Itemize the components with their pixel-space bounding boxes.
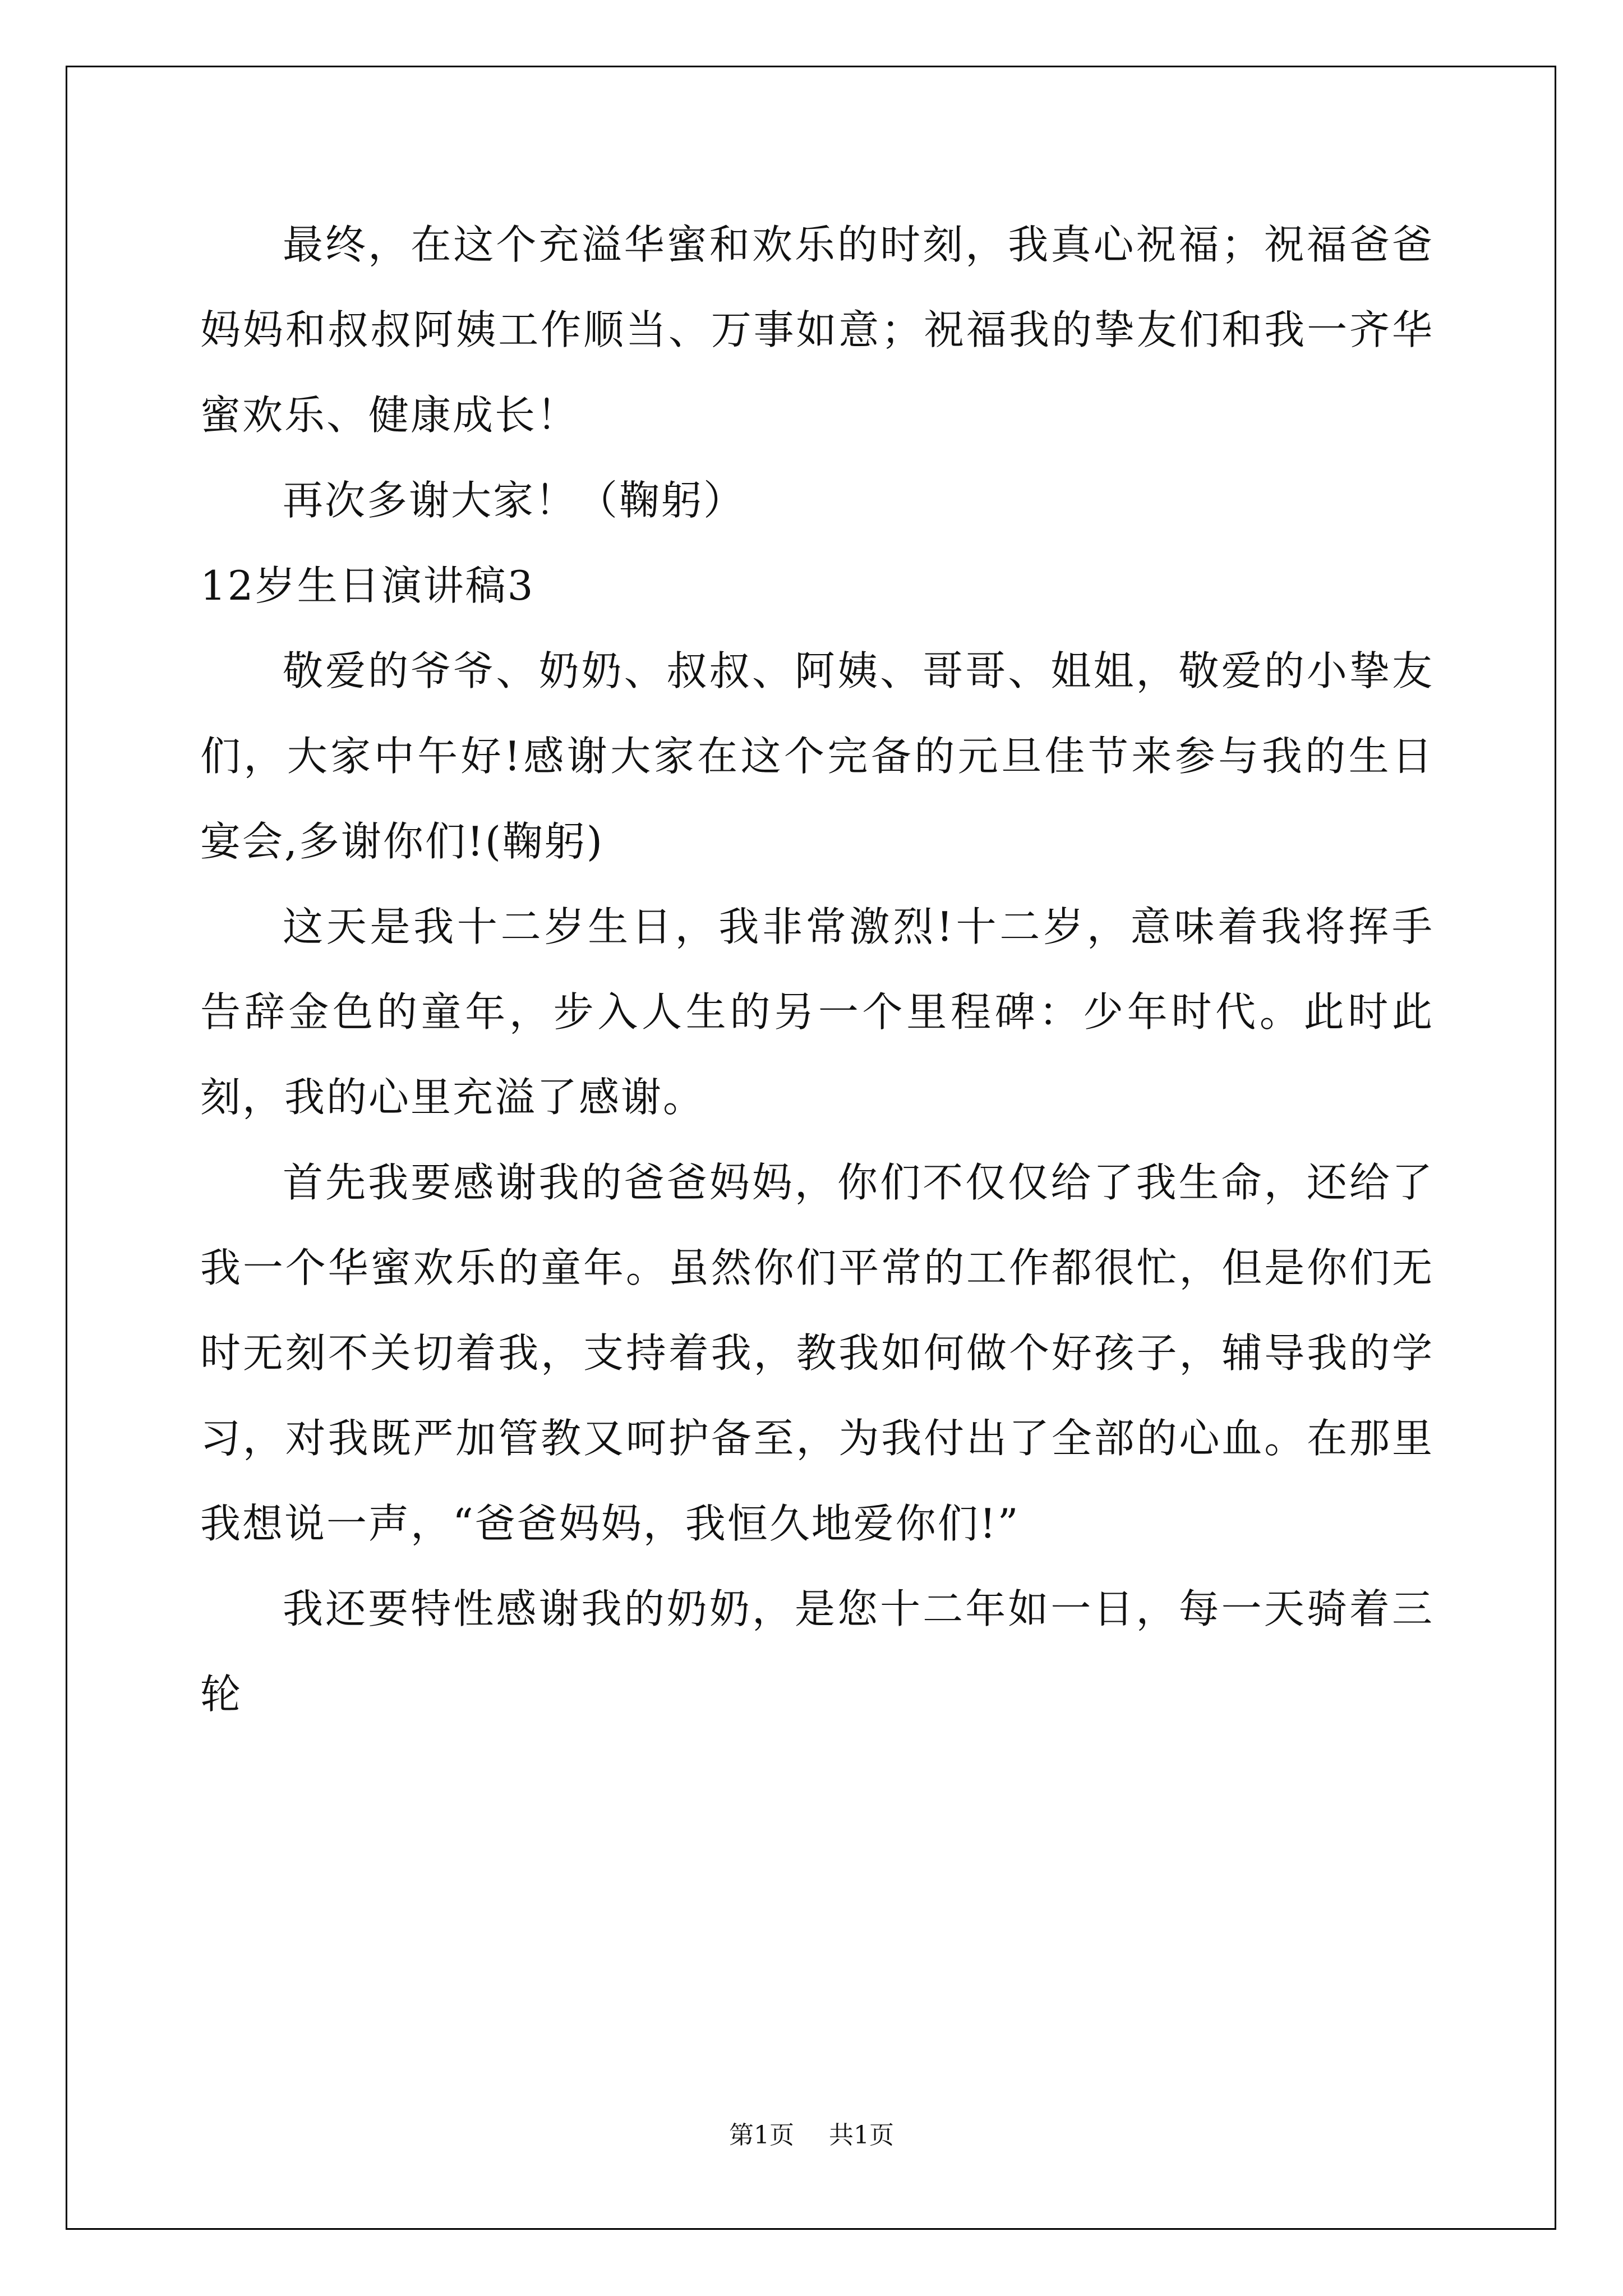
paragraph: 我还要特性感谢我的奶奶，是您十二年如一日，每一天骑着三轮 xyxy=(200,1585,1434,1718)
paragraph: 这天是我十二岁生日，我非常激烈!十二岁，意味着我将挥手告辞金色的童年，步入人生的另一个里程碑：少年时代。此时此刻，我的心里充溢了感谢。 xyxy=(200,903,1434,1121)
page-footer xyxy=(0,2115,1623,2151)
paragraph: 再次多谢大家！（鞠躬） xyxy=(283,477,746,524)
paragraph: 最终，在这个充溢华蜜和欢乐的时刻，我真心祝福；祝福爸爸妈妈和叔叔阿姨工作顺当、万事如意；祝福我的挚友们和我一齐华蜜欢乐、健康成长！ xyxy=(200,221,1434,439)
page-number: 第1页 xyxy=(729,2121,794,2150)
document-body xyxy=(200,202,1434,1737)
page-total: 共1页 xyxy=(829,2121,894,2150)
paragraph: 敬爱的爷爷、奶奶、叔叔、阿姨、哥哥、姐姐，敬爱的小挚友们，大家中午好!感谢大家在这个完备的元旦佳节来参与我的生日宴会,多谢你们!(鞠躬) xyxy=(200,647,1434,865)
section-heading: 12岁生日演讲稿3 xyxy=(200,562,535,609)
paragraph: 首先我要感谢我的爸爸妈妈，你们不仅仅给了我生命，还给了我一个华蜜欢乐的童年。虽然你们平常的工作都很忙，但是你们无时无刻不关切着我，支持着我，教我如何做个好孩子，辅导我的学习，对我既严加管教又呵护备至，为我付出了全部的心血。在那里我想说一声，“爸爸妈妈，我恒久地爱你们!” xyxy=(200,1159,1434,1547)
